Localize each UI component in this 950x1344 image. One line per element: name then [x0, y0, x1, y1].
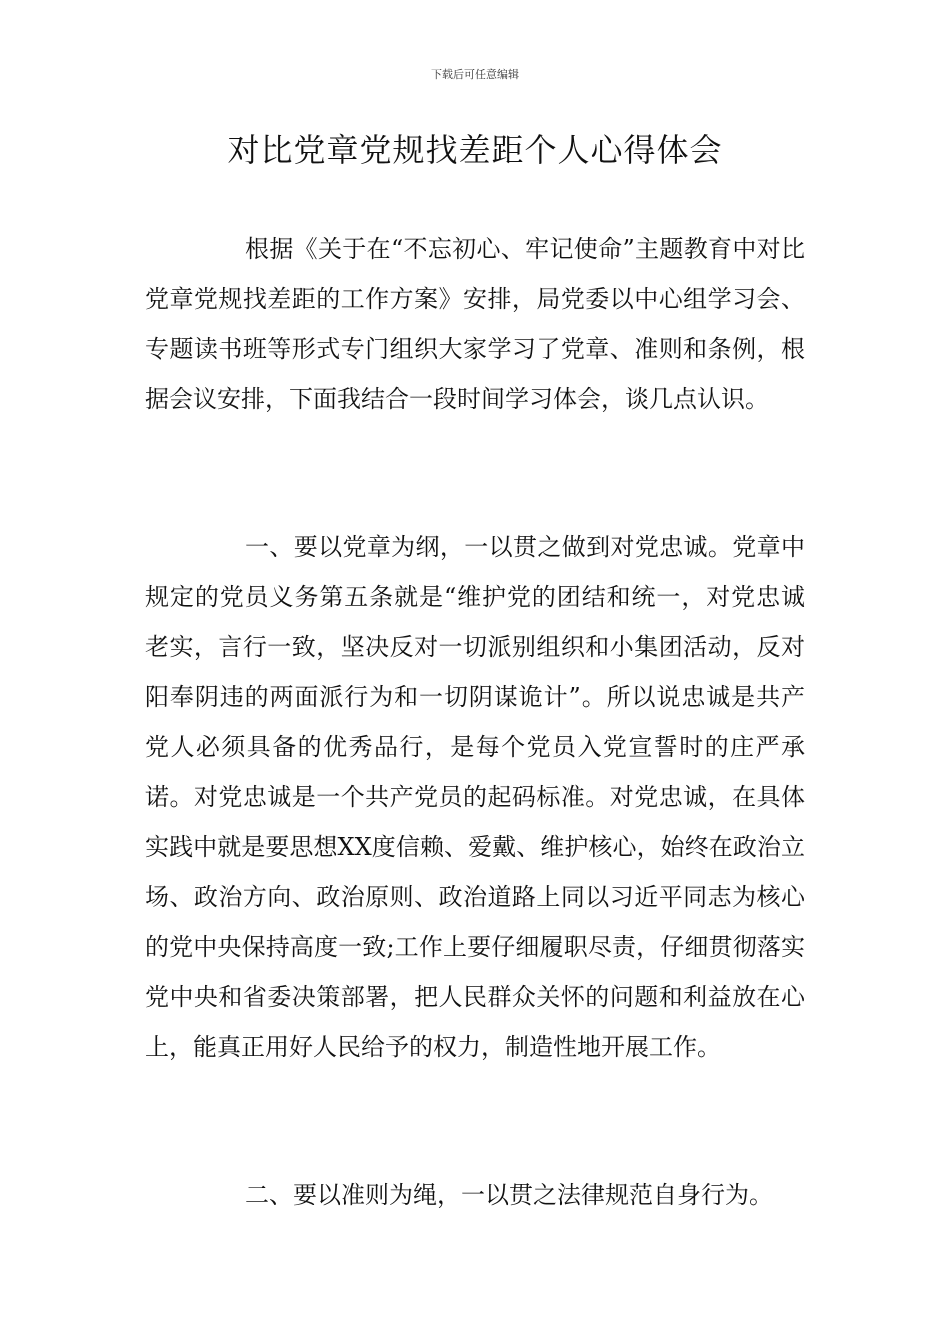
- paragraph-section-one: 一、要以党章为纲，一以贯之做到对党忠诚。党章中规定的党员义务第五条就是“维护党的团结和统一，对党忠诚老实，言行一致，坚决反对一切派别组织和小集团活动，反对阳奉阴违的两面派行为和一切阴谋诡计”。所以说忠诚是共产党人必须具备的优秀品行，是每个党员入党宣誓时的庄严承诺。对党忠诚是一个共产党员的起码标准。对党忠诚，在具体实践中就是要思想XX度信赖、爱戴、维护核心，始终在政治立场、政治方向、政治原则、政治道路上同以习近平同志为核心的党中央保持高度一致;工作上要仔细履职尽责，仔细贯彻落实党中央和省委决策部署，把人民群众关怀的问题和利益放在心上，能真正用好人民给予的权力，制造性地开展工作。: [145, 533, 805, 1061]
- paragraph-intro: 根据《关于在“不忘初心、牢记使命”主题教育中对比党章党规找差距的工作方案》安排，局党委以中心组学习会、专题读书班等形式专门组织大家学习了党章、准则和条例，根据会议安排，下面我结合一段时间学习体会，谈几点认识。: [145, 235, 805, 413]
- page-header-note: 下载后可任意编辑: [431, 68, 519, 81]
- paragraph-section-two: 二、要以准则为绳，一以贯之法律规范自身行为。: [245, 1181, 773, 1209]
- document-title: 对比党章党规找差距个人心得体会: [227, 131, 723, 169]
